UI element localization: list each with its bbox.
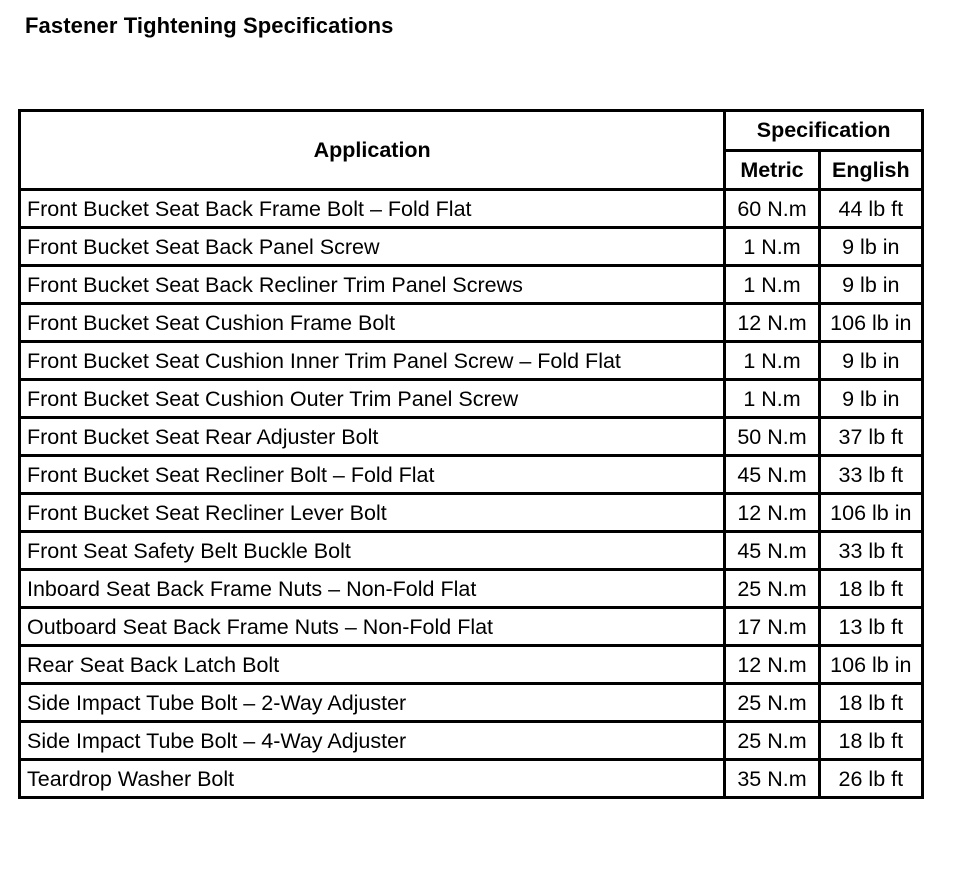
- metric-cell: 45 N.m: [725, 532, 819, 570]
- table-row: [20, 304, 923, 342]
- table-row: [20, 418, 923, 456]
- table-row: [20, 456, 923, 494]
- english-cell: 9 lb in: [819, 228, 922, 266]
- table-header: [20, 111, 923, 190]
- english-cell: 18 lb ft: [819, 570, 922, 608]
- metric-cell: 12 N.m: [725, 304, 819, 342]
- application-cell: Front Bucket Seat Cushion Frame Bolt: [20, 304, 725, 342]
- metric-cell: 25 N.m: [725, 684, 819, 722]
- english-cell: 37 lb ft: [819, 418, 922, 456]
- metric-cell: 1 N.m: [725, 266, 819, 304]
- metric-cell: 1 N.m: [725, 228, 819, 266]
- application-cell: Teardrop Washer Bolt: [20, 760, 725, 798]
- table-row: [20, 570, 923, 608]
- metric-cell: 60 N.m: [725, 190, 819, 228]
- metric-header: Metric: [725, 150, 819, 190]
- metric-cell: 35 N.m: [725, 760, 819, 798]
- english-cell: 9 lb in: [819, 342, 922, 380]
- table-row: [20, 608, 923, 646]
- metric-cell: 17 N.m: [725, 608, 819, 646]
- application-cell: Front Bucket Seat Recliner Bolt – Fold Flat: [20, 456, 725, 494]
- application-cell: Front Bucket Seat Rear Adjuster Bolt: [20, 418, 725, 456]
- specification-header: Specification: [725, 111, 923, 151]
- metric-cell: 12 N.m: [725, 494, 819, 532]
- application-cell: Outboard Seat Back Frame Nuts – Non-Fold Flat: [20, 608, 725, 646]
- application-cell: Front Bucket Seat Back Panel Screw: [20, 228, 725, 266]
- english-cell: 18 lb ft: [819, 722, 922, 760]
- metric-cell: 45 N.m: [725, 456, 819, 494]
- fastener-spec-table: [18, 109, 924, 799]
- table-row: [20, 722, 923, 760]
- table-row: [20, 266, 923, 304]
- application-cell: Rear Seat Back Latch Bolt: [20, 646, 725, 684]
- application-cell: Front Bucket Seat Cushion Outer Trim Panel Screw: [20, 380, 725, 418]
- metric-cell: 25 N.m: [725, 722, 819, 760]
- english-cell: 33 lb ft: [819, 532, 922, 570]
- table-row: [20, 532, 923, 570]
- english-cell: 106 lb in: [819, 494, 922, 532]
- application-cell: Front Bucket Seat Recliner Lever Bolt: [20, 494, 725, 532]
- application-cell: Side Impact Tube Bolt – 4-Way Adjuster: [20, 722, 725, 760]
- table-row: [20, 760, 923, 798]
- english-cell: 106 lb in: [819, 304, 922, 342]
- english-cell: 13 lb ft: [819, 608, 922, 646]
- metric-cell: 25 N.m: [725, 570, 819, 608]
- english-cell: 44 lb ft: [819, 190, 922, 228]
- application-cell: Side Impact Tube Bolt – 2-Way Adjuster: [20, 684, 725, 722]
- metric-cell: 1 N.m: [725, 380, 819, 418]
- english-cell: 106 lb in: [819, 646, 922, 684]
- application-cell: Front Bucket Seat Back Recliner Trim Panel Screws: [20, 266, 725, 304]
- table-row: [20, 342, 923, 380]
- english-cell: 26 lb ft: [819, 760, 922, 798]
- table-row: [20, 190, 923, 228]
- english-cell: 33 lb ft: [819, 456, 922, 494]
- english-cell: 9 lb in: [819, 266, 922, 304]
- table-row: [20, 646, 923, 684]
- english-cell: 9 lb in: [819, 380, 922, 418]
- application-cell: Front Seat Safety Belt Buckle Bolt: [20, 532, 725, 570]
- metric-cell: 12 N.m: [725, 646, 819, 684]
- table-row: [20, 380, 923, 418]
- table-body: [20, 190, 923, 798]
- application-cell: Front Bucket Seat Cushion Inner Trim Panel Screw – Fold Flat: [20, 342, 725, 380]
- english-cell: 18 lb ft: [819, 684, 922, 722]
- application-header: Application: [20, 111, 725, 190]
- metric-cell: 50 N.m: [725, 418, 819, 456]
- table-row: [20, 228, 923, 266]
- metric-cell: 1 N.m: [725, 342, 819, 380]
- english-header: English: [819, 150, 922, 190]
- page-title: Fastener Tightening Specifications: [25, 13, 394, 38]
- table-row: [20, 494, 923, 532]
- table-row: [20, 684, 923, 722]
- application-cell: Front Bucket Seat Back Frame Bolt – Fold Flat: [20, 190, 725, 228]
- application-cell: Inboard Seat Back Frame Nuts – Non-Fold Flat: [20, 570, 725, 608]
